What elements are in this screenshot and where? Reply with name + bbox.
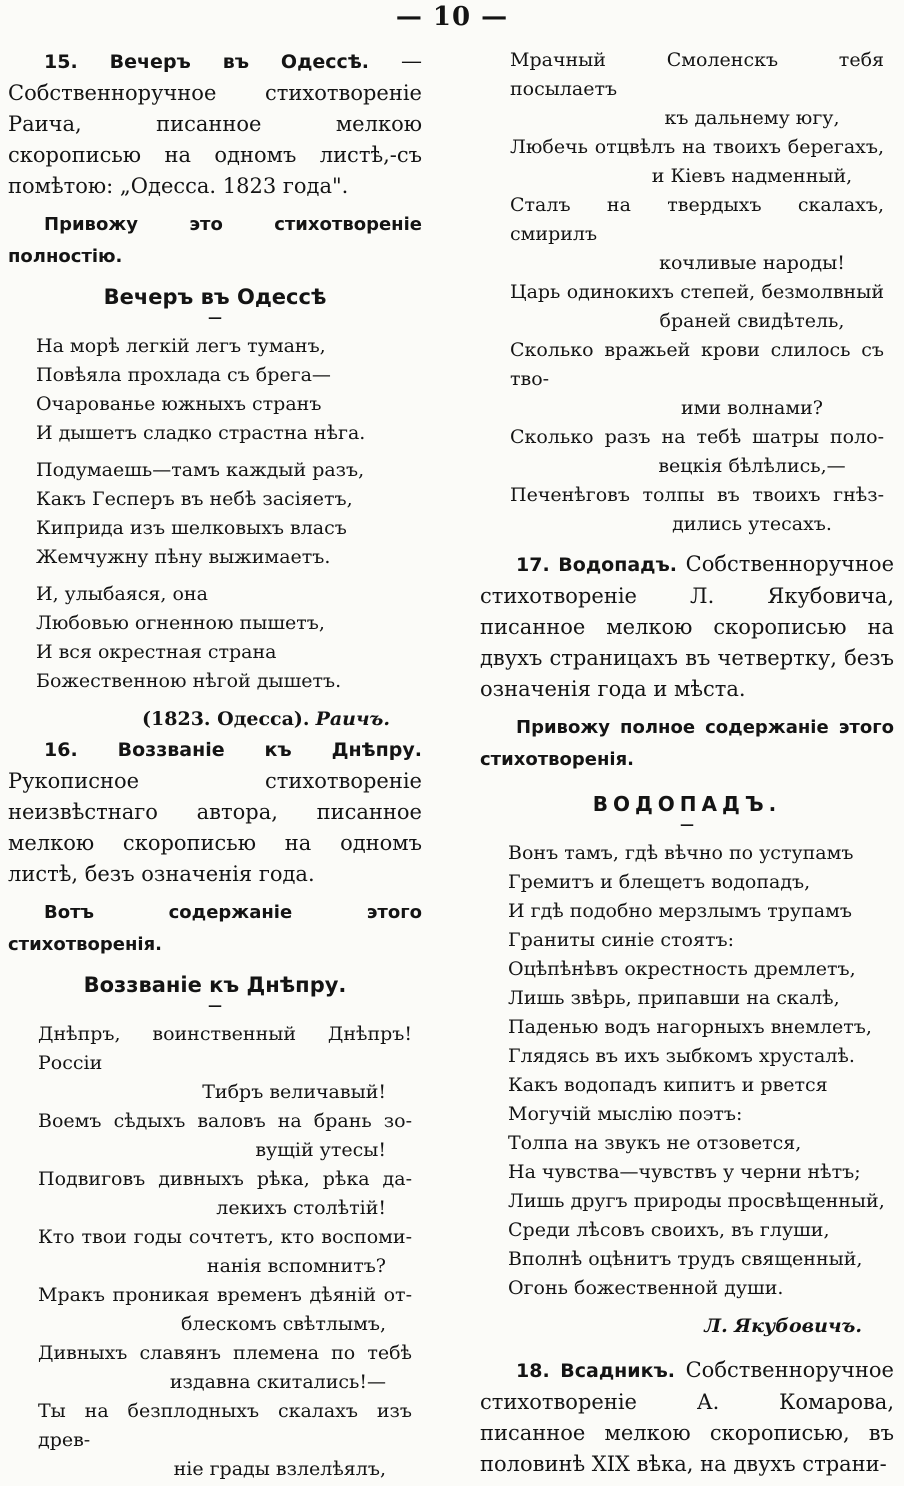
poem-long-line: Подвиговъ дивныхъ рѣка, рѣка да- лекихъ столѣтій! [38,1168,412,1219]
item-18-number: 18. [516,1360,550,1382]
poem-long-line: Кто твои годы сочтетъ, кто воспоми- нанія вспомнитъ? [38,1226,412,1277]
poem-line: Подумаешь—тамъ каждый разъ, [36,459,365,481]
poem-line: Могучій мыслію поэтъ: [508,1103,743,1125]
poem-line: Какъ водопадъ кипитъ и рвется [508,1074,828,1096]
poem-line: Толпа на звукъ не отзовется, [508,1132,802,1154]
poem-line: Оцѣпѣнѣвъ окрестность дремлетъ, [508,958,856,980]
item-16-title: Воззваніе къ Днѣпру. [117,739,422,761]
item-17-note: Привожу полное содержаніе этого стихотворенія. [480,717,894,770]
poem-line: И гдѣ подобно мерзлымъ трупамъ [508,900,852,922]
poem-odessa-stanza-2 [8,456,422,572]
poem-long-line: Печенѣговъ толпы въ твоихъ гнѣз- дились утесахъ. [510,484,884,535]
page-number: — 10 — [395,2,509,32]
item-16-text: Рукописное стихотвореніе неизвѣстнаго автора, писанное мелкою скорописью на одномъ листѣ, безъ означенія года. [8,769,422,886]
item-15-title: Вечеръ въ Одессѣ. [109,51,370,73]
poem-line: Жемчужну пѣну выжимаетъ. [36,546,331,568]
poem-waterfall-body [480,839,894,1303]
item-16-note: Вотъ содержаніе этого стихотворенія. [8,902,422,955]
poem-line: И вся окрестная страна [36,641,277,663]
poem-odessa-stanza-1 [8,332,422,448]
poem-long-line: Сколько разъ на тебѣ шатры поло- вецкія бѣлѣлись,— [510,426,884,477]
poem-line: И дышетъ сладко страстна нѣга. [36,422,366,444]
item-15-note: Привожу это стихотвореніе полностію. [8,214,422,267]
poem-waterfall-title: ВОДОПАДЪ. [592,792,782,816]
item-17-title: Водопадъ. [558,554,678,576]
poem-waterfall-signature [480,1311,894,1341]
poem-line: Божественною нѣгой дышетъ. [36,670,342,692]
poem-line: И, улыбаяся, она [36,583,208,605]
item-18-text: Собственноручное стихотвореніе А. Комарова, писанное мелкою скорописью, въ половинѣ XIX вѣка, на двухъ страни- [480,1358,894,1476]
poem-dnieper-title: Воззваніе къ Днѣпру. [83,973,347,997]
poem-dnieper-dash: — [208,998,222,1014]
poem-line: Какъ Гесперъ въ небѣ засіяетъ, [36,488,353,510]
poem-line: На чувства—чувствъ у черни нѣтъ; [508,1161,861,1183]
poem-long-line: Любечь отцвѣлъ на твоихъ берегахъ, и Кіевъ надменный, [510,136,884,187]
poem-waterfall-dash: — [680,817,694,833]
poem-long-line: Днѣпръ, воинственный Днѣпръ! Россіи Тибръ величавый! [38,1023,412,1103]
poem-dnieper-part-2 [480,46,894,539]
item-15-text: — Собственноручное стихотвореніе Раича, писанное мелкою скорописью на одномъ листѣ,-съ помѣтою: „Одесса. 1823 года". [8,49,422,198]
item-18-title: Всадникъ. [560,1360,676,1382]
item-15-description [8,46,422,202]
poem-odessa-stanza-3 [8,580,422,696]
poem-line: Глядясь въ ихъ зыбкомъ хрусталѣ. [508,1045,855,1067]
poem-long-line: Воемъ сѣдыхъ валовъ на брань зо- вущій утесы! [38,1110,412,1161]
poem-line: Граниты синіе стоятъ: [508,929,734,951]
left-column [8,46,422,1484]
signature-name: Л. Якубовичъ. [704,1315,862,1337]
poem-long-line: Мракъ проникая временъ дѣяній от- блескомъ свѣтлымъ, [38,1284,412,1335]
poem-long-line: Сколько вражьей крови слилось съ тво- ими волнами? [510,339,884,419]
signature-source: (1823. Одесса). [142,708,310,730]
item-16-description [8,734,422,890]
poem-odessa-title: Вечеръ въ Одессѣ [103,285,327,309]
poem-line: Гремитъ и блещетъ водопадъ, [508,871,811,893]
poem-line: Киприда изъ шелковыхъ власъ [36,517,347,539]
poem-dnieper-part-1 [8,1020,422,1484]
poem-long-line: Дивныхъ славянъ племена по тебѣ издавна скитались!— [38,1342,412,1393]
right-column [480,46,894,1486]
poem-line: Лишь звѣрь, припавши на скалѣ, [508,987,840,1009]
poem-long-line: Сталъ на твердыхъ скалахъ, смирилъ кочливые народы! [510,194,884,274]
poem-line: Огонь божественной души. [508,1277,784,1299]
poem-line: Любовью огненною пышетъ, [36,612,325,634]
poem-long-line: Мрачный Смоленскъ тебя посылаетъ къ дальнему югу, [510,49,884,129]
poem-long-line: Ты на безплодныхъ скалахъ изъ древ- ніе грады взлелѣялъ, [38,1400,412,1480]
poem-line: На морѣ легкій легъ туманъ, [36,335,326,357]
signature-name: Раичъ. [315,708,390,730]
poem-line: Повѣяла прохлада съ брега— [36,364,331,386]
item-15-number: 15. [44,51,78,73]
poem-odessa-signature [8,704,422,734]
item-16-number: 16. [44,739,78,761]
poem-line: Лишь другъ природы просвѣщенный, [508,1190,885,1212]
poem-line: Среди лѣсовъ своихъ, въ глуши, [508,1219,830,1241]
item-17-text: Собственноручное стихотвореніе Л. Якубовича, писанное мелкою скорописью на двухъ страницахъ въ четвертку, безъ означенія года и мѣста. [480,552,894,701]
item-17-description [480,549,894,705]
poem-line: Паденью водъ нагорныхъ внемлетъ, [508,1016,872,1038]
poem-odessa-dash: — [208,310,222,326]
poem-long-line: Царь одинокихъ степей, безмолвный браней свидѣтель, [510,281,884,332]
item-17-number: 17. [516,554,550,576]
item-18-description [480,1355,894,1480]
poem-line: Вполнѣ оцѣнитъ трудъ священный, [508,1248,863,1270]
poem-line: Очарованье южныхъ странъ [36,393,322,415]
poem-line: Вонъ тамъ, гдѣ вѣчно по уступамъ [508,842,854,864]
